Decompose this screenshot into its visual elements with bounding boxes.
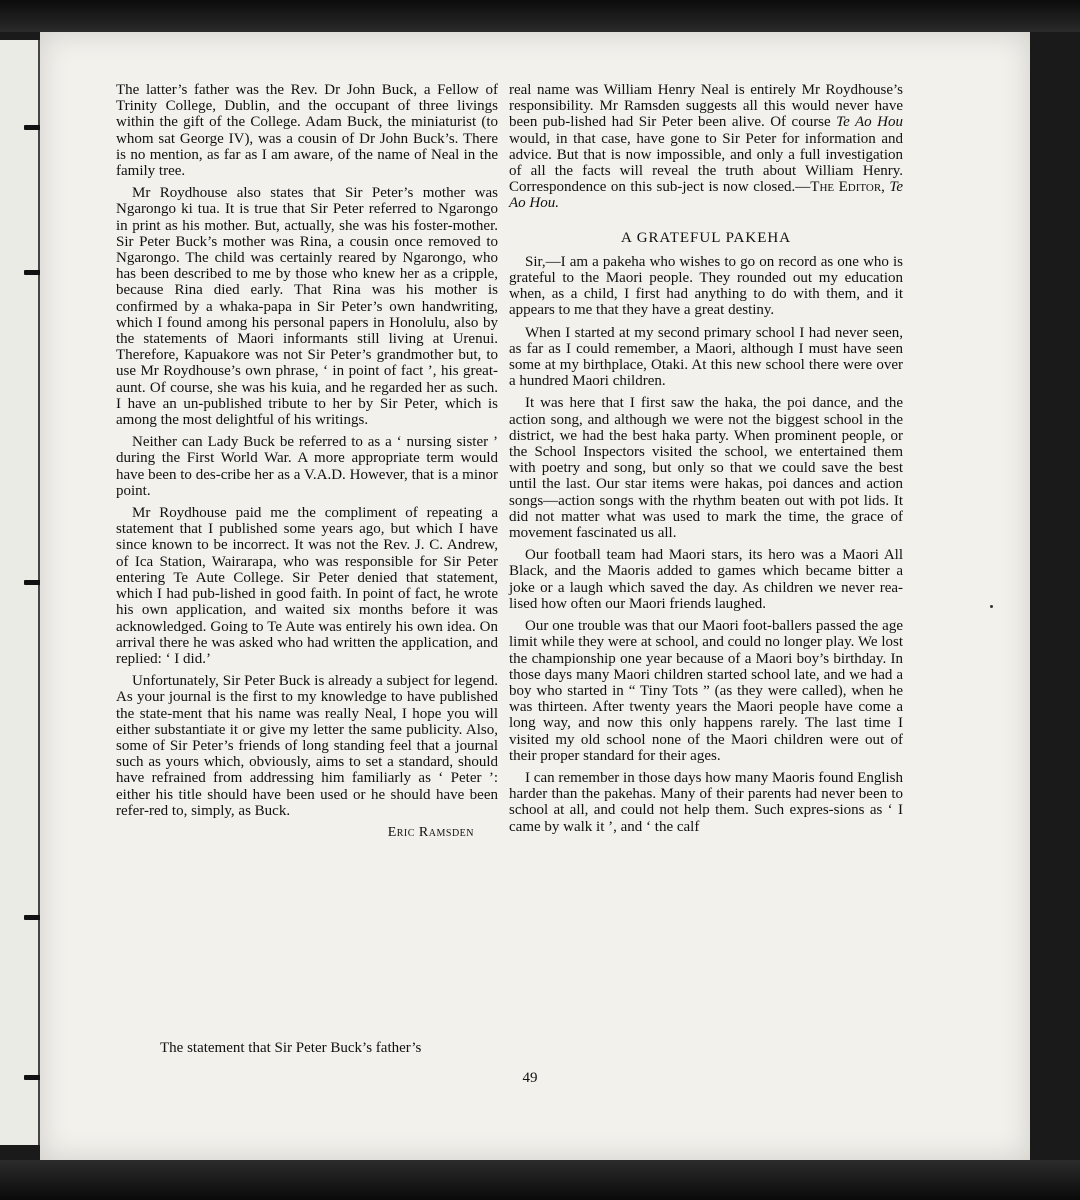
binding-strip: [0, 40, 40, 1145]
journal-title: Te Ao Hou: [836, 114, 903, 131]
scan-border-bottom: [0, 1160, 1080, 1200]
paragraph: I can remember in those days how many Maoris found English harder than the pakehas. Many of their parents had never been to school at all, and could not help them. Such expres-sions as ‘ I came by walk it ’, and ‘ the calf: [509, 769, 903, 835]
closing-line: The statement that Sir Peter Buck’s father’s: [160, 1040, 422, 1056]
editor-credit: The Editor,: [810, 179, 885, 196]
paragraph: It was here that I first saw the haka, the poi dance, and the action song, and although we were not the biggest school in the district, we had the best haka party. When prominent people, or the School Inspectors visited the school, we entertained them with poetry and song, but only so that we could save the best until the last. Our star items were hakas, poi dances and action songs—action songs with the rhythm beaten out with pot lids. It did not matter what was used to mark the time, the grace of movement fascinated us all.: [509, 395, 903, 542]
paragraph: Sir,—I am a pakeha who wishes to go on record as one who is grateful to the Maori people. They rounded out my education when, as a child, I first had anything to do with them, and it appears to me that they have a great destiny.: [509, 253, 903, 319]
speck: [990, 605, 993, 608]
journal-title: Te Ao Hou.: [509, 179, 903, 212]
editor-note-text: real name was William Henry Neal is entirely Mr Roydhouse’s responsibility. Mr Ramsden suggests all this would never have been pub-lished had Sir Peter been alive. Of course: [509, 82, 903, 131]
paragraph: When I started at my second primary school I had never seen, as far as I could remember, a Maori, although I must have seen some at my birthplace, Otaki. At this new school there were over a hundred Maori children.: [509, 324, 903, 390]
paragraph: Our football team had Maori stars, its hero was a Maori All Black, and the Maoris added to games which became bitter a joke or a laugh which saved the day. As children we never rea-lised how often our Maori friends laughed.: [509, 547, 903, 612]
section-heading: A GRATEFUL PAKEHA: [620, 229, 792, 246]
paragraph: Our one trouble was that our Maori foot-ballers passed the age limit while they were at school, and could no longer play. We lost the championship one year because of a Maori boy’s birthday. In those days many Maori children started school late, and we had a boy who started in “ Tiny Tots ” (as they were called), when he was thirteen. After twenty years the Maori people have come a long way, and now this only happens rarely. The last time I visited my old school none of the Maori children were out of their proper standard for their ages.: [509, 618, 903, 764]
page-number: 49: [522, 1070, 538, 1086]
left-column: [116, 82, 498, 851]
paragraph: The latter’s father was the Rev. Dr John Buck, a Fellow of Trinity College, Dublin, and the occupant of three livings within the gift of the College. Adam Buck, the miniaturist (to whom sat George IV), was a cousin of Dr John Buck’s. There is no mention, as far as I am aware, of the name of Neal in the family tree.: [116, 82, 498, 180]
scan-border-top: [0, 0, 1080, 32]
editor-note-text: would, in that case, have gone to Sir Peter for information and advice. But that is now impossible, and only a full investigation of all the facts will reveal the truth about William Henry. Correspondence on this sub-ject is now closed.—: [509, 130, 903, 196]
signature: Eric Ramsden: [387, 824, 474, 840]
paragraph: Neither can Lady Buck be referred to as a ‘ nursing sister ’ during the First World War. A more appropriate term would have been to des-cribe her as a V.A.D. However, that is a minor point.: [116, 434, 498, 499]
paragraph: Unfortunately, Sir Peter Buck is already a subject for legend. As your journal is the first to my knowledge to have published the state-ment that his name was really Neal, I hope you will either substantiate it or give my letter the same publicity. Also, some of Sir Peter’s friends of long standing feel that a journal such as yours which, obviously, aims to set a standard, should have refrained from addressing him familiarly as ‘ Peter ’: either his title should have been used or he should have been refer-red to, simply, as Buck.: [116, 673, 498, 819]
paragraph: Mr Roydhouse also states that Sir Peter’s mother was Ngarongo ki tua. It is true that Sir Peter referred to Ngarongo in print as his mother. But, actually, she was his foster-mother. Sir Peter Buck’s mother was Rina, a cousin once removed to Ngarongo. The child was certainly reared by Ngarongo, who has been described to me by those who knew her as a cripple, because Rina died early. That Rina was his mother is confirmed by a whaka-papa in Sir Peter’s own handwriting, which I found among his personal papers in Honolulu, also by the statements of Maori informants still living at Urenui. Therefore, Kapuakore was not Sir Peter’s grandmother but, to use Mr Roydhouse’s own phrase, ‘ in point of fact ’, his great-aunt. Of course, she was his kuia, and he regarded her as such. I have an un-published tribute to her by Sir Peter, which is among the most delightful of his writings.: [116, 185, 498, 429]
editor-note: [509, 82, 903, 212]
right-column: [509, 82, 903, 841]
paragraph: Mr Roydhouse paid me the compliment of repeating a statement that I published some years ago, but which I have since known to be incorrect. It was not the Rev. J. C. Andrew, of Ica Station, Wairarapa, who was responsible for Sir Peter entering Te Aute College. Sir Peter denied that statement, which I had pub-lished in good faith. In point of fact, he wrote his own application, and waited six months before it was acknowledged. Going to Te Aute was entirely his own idea. On arrival there he was asked who had written the application, and replied: ‘ I did.’: [116, 505, 498, 667]
